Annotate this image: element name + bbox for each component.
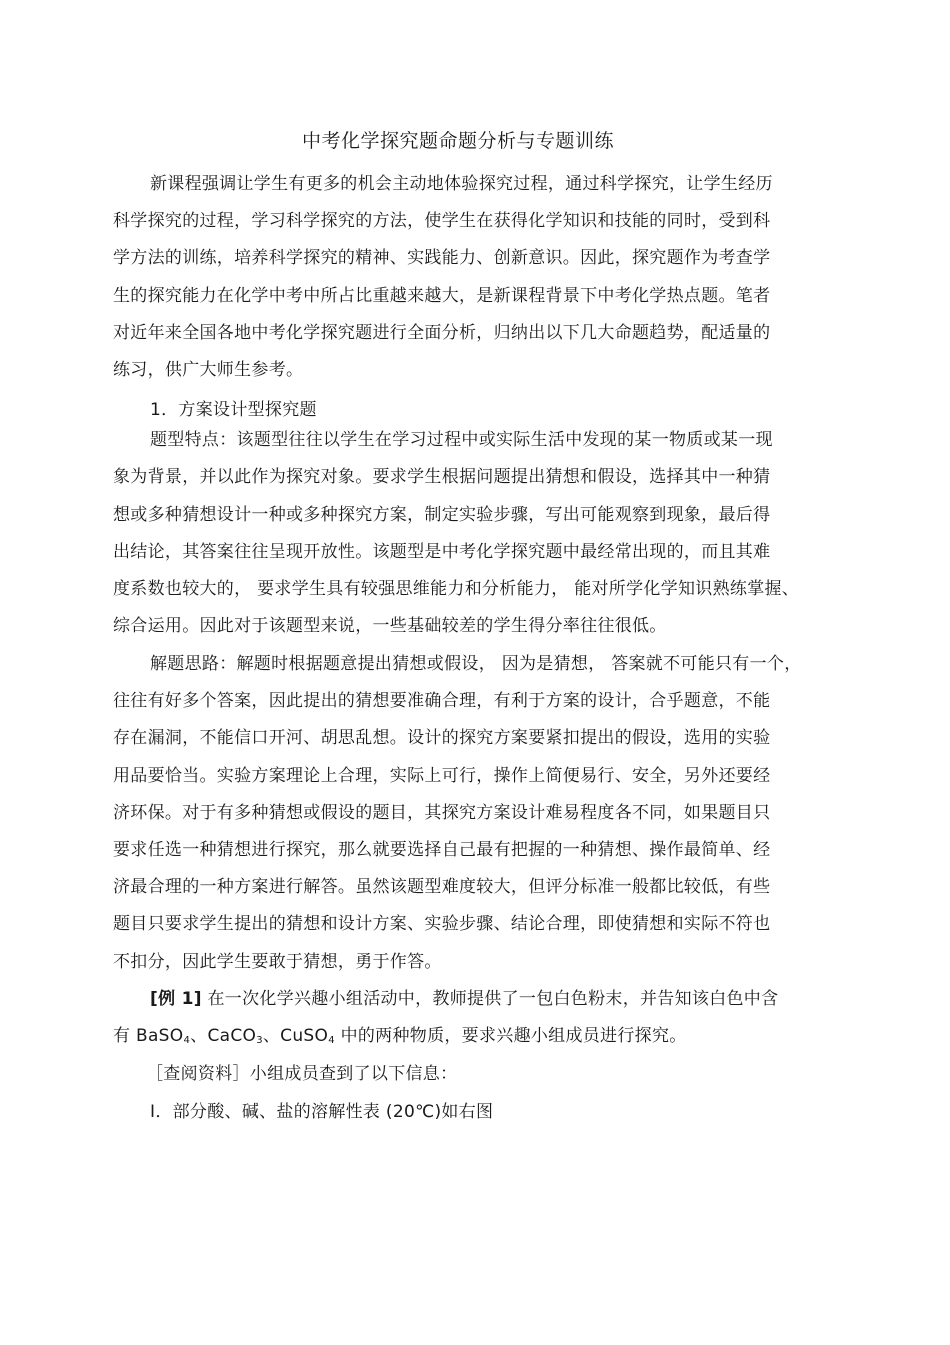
approach-line-9: 不扣分，因此学生要敢于猜想，勇于作答。 [113,952,442,972]
document-title: 中考化学探究题命题分析与专题训练 [301,130,614,152]
example-formula-suffix: 中的两种物质，要求兴趣小组成员进行探究。 [334,1026,687,1046]
example-1-line-2 [113,1024,687,1048]
approach-line-8: 题目只要求学生提出的猜想和设计方案、实验步骤、结论合理，即使猜想和实际不符也 [113,914,771,934]
features-line-1: 题型特点：该题型往往以学生在学习过程中或实际生活中发现的某一物质或某一现 [150,430,773,450]
features-line-5: 度系数也较大的， 要求学生具有较强思维能力和分析能力， 能对所学化学知识熟练掌握、 [113,579,800,599]
approach-line-7: 济最合理的一种方案进行解答。虽然该题型难度较大，但评分标准一般都比较低，有些 [113,877,771,897]
features-line-6: 综合运用。因此对于该题型来说，一些基础较差的学生得分率往往很低。 [113,616,667,636]
approach-line-2: 往往有好多个答案，因此提出的猜想要准确合理，有利于方案的设计，合乎题意，不能 [113,691,771,711]
example-1-text: 在一次化学兴趣小组活动中，教师提供了一包白色粉末，并告知该白色中含 [201,989,779,1009]
subscript-3: 3 [256,1035,263,1046]
features-line-3: 想或多种猜想设计一种或多种探究方案，制定实验步骤，写出可能观察到现象，最后得 [113,505,771,525]
section-1-heading: 1．方案设计型探究题 [150,400,317,420]
subscript-4b: 4 [328,1035,335,1046]
intro-line-6: 练习，供广大师生参考。 [113,360,304,380]
subscript-4: 4 [183,1035,191,1046]
lookup-info-line: ［查阅资料］小组成员查到了以下信息： [146,1064,458,1084]
approach-line-5: 济环保。对于有多种猜想或假设的题目，其探究方案设计难易程度各不同，如果题目只 [113,803,771,823]
approach-line-6: 要求任选一种猜想进行探究，那么就要选择自己最有把握的一种猜想、操作最简单、经 [113,840,771,860]
approach-line-4: 用品要恰当。实验方案理论上合理，实际上可行，操作上简便易行、安全，另外还要经 [113,766,771,786]
example-formula-prefix: 有 BaSO [113,1026,184,1046]
example-formula-sep-2: 、CuSO [262,1026,329,1046]
intro-line-1: 新课程强调让学生有更多的机会主动地体验探究过程，通过科学探究，让学生经历 [150,174,773,194]
intro-line-3: 学方法的训练，培养科学探究的精神、实践能力、创新意识。因此，探究题作为考查学 [113,248,771,268]
example-1-line-1 [150,987,778,1011]
example-formula-sep-1: 、CaCO [190,1026,257,1046]
item-1-line: Ⅰ．部分酸、碱、盐的溶解性表 (20℃)如右图 [150,1102,494,1122]
intro-line-4: 生的探究能力在化学中考中所占比重越来越大，是新课程背景下中考化学热点题。笔者 [113,286,771,306]
approach-line-3: 存在漏洞，不能信口开河、胡思乱想。设计的探究方案要紧扣提出的假设，选用的实验 [113,728,771,748]
features-line-4: 出结论，其答案往往呈现开放性。该题型是中考化学探究题中最经常出现的，而且其难 [113,542,771,562]
approach-line-1: 解题思路：解题时根据题意提出猜想或假设， 因为是猜想， 答案就不可能只有一个， [150,654,802,674]
intro-line-2: 科学探究的过程，学习科学探究的方法，使学生在获得化学知识和技能的同时，受到科 [113,211,771,231]
features-line-2: 象为背景，并以此作为探究对象。要求学生根据问题提出猜想和假设，选择其中一种猜 [113,467,771,487]
example-1-label: [例 1] [150,989,202,1009]
intro-line-5: 对近年来全国各地中考化学探究题进行全面分析，归纳出以下几大命题趋势，配适量的 [113,323,771,343]
